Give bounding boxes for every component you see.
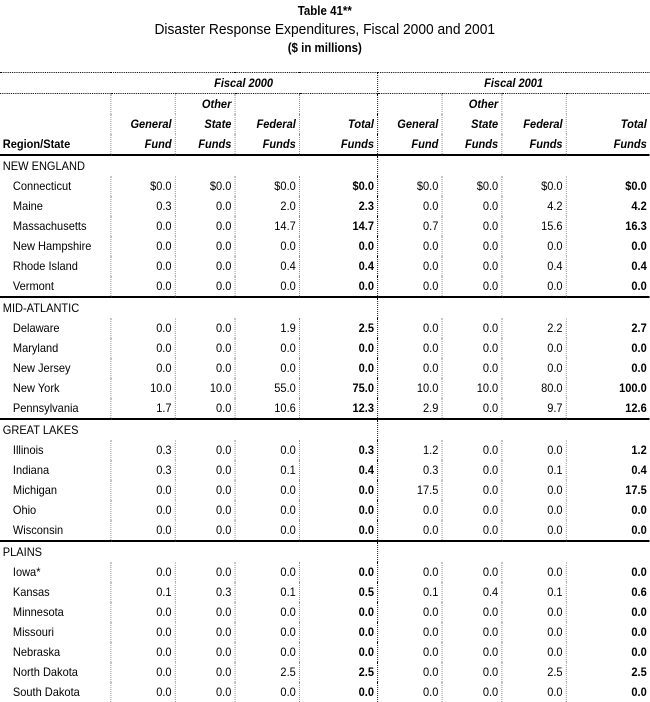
total-cell: 0.0 <box>566 500 650 520</box>
total-cell: 0.0 <box>299 682 377 702</box>
value-cell: 0.0 <box>110 562 174 582</box>
value-cell: 0.0 <box>501 520 565 541</box>
value-cell: $0.0 <box>235 176 299 196</box>
value-cell: 0.3 <box>110 440 174 460</box>
value-cell: 0.0 <box>175 622 235 642</box>
value-cell: 0.0 <box>423 625 439 639</box>
total-cell: 2.5 <box>566 662 650 682</box>
value-cell: 80.0 <box>501 378 565 398</box>
total-cell: 0.0 <box>566 622 650 642</box>
value-cell: $0.0 <box>175 176 235 196</box>
value-cell: 0.0 <box>235 622 299 642</box>
value-cell: 0.0 <box>501 562 565 582</box>
total-cell: 0.0 <box>299 562 377 582</box>
total-cell: 2.3 <box>299 196 377 216</box>
value-cell: 0.0 <box>175 338 235 358</box>
value-cell: 0.1 <box>235 582 299 602</box>
value-cell: 0.0 <box>175 276 235 297</box>
value-cell: 0.0 <box>110 622 174 642</box>
table-row <box>0 236 650 256</box>
total-cell: 0.6 <box>566 582 650 602</box>
value-cell: 0.0 <box>110 500 174 520</box>
value-cell: 0.0 <box>235 480 299 500</box>
total-cell: 0.0 <box>299 358 377 378</box>
value-cell: $0.0 <box>110 176 174 196</box>
state-name: Illinois <box>12 443 44 457</box>
value-cell: 0.0 <box>501 642 565 662</box>
total-cell: 0.0 <box>299 622 377 642</box>
value-cell: 0.0 <box>501 500 565 520</box>
value-cell: 15.6 <box>501 216 565 236</box>
total-cell: 0.4 <box>566 460 650 480</box>
value-cell: 14.7 <box>235 216 299 236</box>
value-cell: 0.0 <box>235 500 299 520</box>
total-cell: 0.0 <box>566 338 650 358</box>
state-name: Minnesota <box>12 605 64 619</box>
table-row <box>0 662 650 682</box>
value-cell: 0.1 <box>501 460 565 480</box>
value-cell: 2.9 <box>423 401 439 415</box>
total-cell: 0.0 <box>299 276 377 297</box>
value-cell: 0.0 <box>235 276 299 297</box>
table-row <box>0 276 650 297</box>
state-name: Maine <box>12 199 43 213</box>
value-cell: 0.4 <box>442 582 502 602</box>
table-row <box>0 318 650 338</box>
value-cell: 0.1 <box>423 585 439 599</box>
value-cell: 0.0 <box>442 216 502 236</box>
table-row <box>0 216 650 236</box>
total-cell: 0.0 <box>566 642 650 662</box>
value-cell: 0.0 <box>235 236 299 256</box>
total-cell: 0.0 <box>566 682 650 702</box>
value-cell: 0.0 <box>423 605 439 619</box>
value-cell: 0.0 <box>501 602 565 622</box>
value-cell: 0.0 <box>175 662 235 682</box>
value-cell: 0.0 <box>501 236 565 256</box>
header-row-3 <box>0 134 650 155</box>
value-cell: 0.0 <box>235 642 299 662</box>
value-cell: $0.0 <box>501 176 565 196</box>
total-cell: 14.7 <box>299 216 377 236</box>
value-cell: 0.0 <box>175 256 235 276</box>
value-cell: 0.0 <box>175 318 235 338</box>
table-units: ($ in millions) <box>287 41 362 55</box>
table-row <box>0 520 650 541</box>
value-cell: 0.4 <box>235 256 299 276</box>
general-header-2: Fund <box>110 134 174 155</box>
value-cell: 0.0 <box>423 685 439 699</box>
value-cell: 0.0 <box>501 480 565 500</box>
value-cell: 0.0 <box>442 276 502 297</box>
value-cell: 0.0 <box>175 562 235 582</box>
value-cell: 0.0 <box>110 602 174 622</box>
value-cell: 0.0 <box>175 642 235 662</box>
region-row <box>0 155 650 176</box>
federal-header-2b: Funds <box>501 134 565 155</box>
total-header-2: Funds <box>299 134 377 155</box>
value-cell: 10.0 <box>175 378 235 398</box>
value-cell: 0.0 <box>235 520 299 541</box>
table-row <box>0 480 650 500</box>
table-row <box>0 440 650 460</box>
value-cell: 1.2 <box>423 443 439 457</box>
federal-header-1: Federal <box>235 114 299 134</box>
value-cell: 0.0 <box>423 321 439 335</box>
total-cell: 0.0 <box>299 480 377 500</box>
total-cell: 0.0 <box>299 500 377 520</box>
value-cell: 0.0 <box>501 622 565 642</box>
value-cell: 10.0 <box>416 381 439 395</box>
value-cell: 0.0 <box>110 256 174 276</box>
value-cell: 1.7 <box>110 398 174 419</box>
value-cell: 0.0 <box>110 236 174 256</box>
table-row <box>0 378 650 398</box>
total-cell: 75.0 <box>299 378 377 398</box>
table-row <box>0 176 650 196</box>
header-row-2 <box>0 114 650 134</box>
value-cell: 0.0 <box>110 338 174 358</box>
total-cell: 1.2 <box>566 440 650 460</box>
region-row <box>0 297 650 318</box>
value-cell: 0.0 <box>442 236 502 256</box>
value-cell: 2.5 <box>501 662 565 682</box>
region-label: GREAT LAKES <box>0 419 110 440</box>
value-cell: 0.0 <box>235 440 299 460</box>
value-cell: 0.7 <box>423 219 439 233</box>
expenditures-table <box>0 72 650 702</box>
state-name: Iowa* <box>12 565 41 579</box>
fiscal-2001-header: Fiscal 2001 <box>377 73 649 94</box>
value-cell: 0.1 <box>235 460 299 480</box>
value-cell: 0.3 <box>423 463 439 477</box>
table-row <box>0 398 650 419</box>
value-cell: 0.0 <box>235 358 299 378</box>
value-cell: 0.0 <box>442 338 502 358</box>
value-cell: 0.0 <box>175 500 235 520</box>
value-cell: 0.0 <box>110 358 174 378</box>
total-cell: 100.0 <box>566 378 650 398</box>
value-cell: 0.0 <box>235 562 299 582</box>
value-cell: 0.0 <box>175 440 235 460</box>
total-cell: 12.6 <box>566 398 650 419</box>
value-cell: $0.0 <box>442 176 502 196</box>
total-cell: 16.3 <box>566 216 650 236</box>
value-cell: 0.0 <box>423 503 439 517</box>
value-cell: 0.0 <box>442 682 502 702</box>
value-cell: 0.0 <box>501 682 565 702</box>
state-name: Indiana <box>12 463 50 477</box>
value-cell: 0.0 <box>110 276 174 297</box>
value-cell: 0.0 <box>501 358 565 378</box>
other-header-2b: State <box>442 114 502 134</box>
value-cell: 0.0 <box>442 318 502 338</box>
state-name: New Hampshire <box>12 239 92 253</box>
value-cell: 0.0 <box>175 398 235 419</box>
total-cell: 0.0 <box>566 358 650 378</box>
state-name: New Jersey <box>12 361 71 375</box>
value-cell: 0.0 <box>423 341 439 355</box>
table-row <box>0 642 650 662</box>
value-cell: 0.0 <box>423 665 439 679</box>
value-cell: 1.9 <box>235 318 299 338</box>
value-cell: 0.0 <box>423 279 439 293</box>
state-name: Connecticut <box>12 179 72 193</box>
total-cell: 0.3 <box>299 440 377 460</box>
other-header-1b: Other <box>442 94 502 115</box>
state-name: Massachusetts <box>12 219 87 233</box>
other-header-3b: Funds <box>442 134 502 155</box>
value-cell: 4.2 <box>501 196 565 216</box>
table-row <box>0 682 650 702</box>
region-row <box>0 419 650 440</box>
region-label: MID-ATLANTIC <box>0 297 110 318</box>
value-cell: 0.0 <box>423 239 439 253</box>
value-cell: 0.1 <box>501 582 565 602</box>
table-row <box>0 196 650 216</box>
value-cell: 0.0 <box>423 361 439 375</box>
table-row <box>0 562 650 582</box>
total-cell: 2.5 <box>299 318 377 338</box>
value-cell: 0.0 <box>175 460 235 480</box>
total-cell: 0.5 <box>299 582 377 602</box>
state-name: South Dakota <box>12 685 80 699</box>
value-cell: 0.0 <box>442 602 502 622</box>
total-cell: 0.0 <box>299 520 377 541</box>
state-name: Pennsylvania <box>12 401 79 415</box>
total-cell: 2.5 <box>299 662 377 682</box>
table-row <box>0 582 650 602</box>
value-cell: 0.0 <box>442 562 502 582</box>
total-cell: 0.0 <box>566 236 650 256</box>
value-cell: 0.0 <box>423 199 439 213</box>
total-header-2b: Funds <box>566 134 650 155</box>
value-cell: 0.0 <box>442 520 502 541</box>
value-cell: 55.0 <box>235 378 299 398</box>
title-block <box>0 0 650 58</box>
value-cell: 10.0 <box>442 378 502 398</box>
header-row-1 <box>0 94 650 115</box>
state-name: Ohio <box>12 503 37 517</box>
value-cell: 0.0 <box>442 480 502 500</box>
value-cell: 10.0 <box>110 378 174 398</box>
table-row <box>0 460 650 480</box>
value-cell: 10.6 <box>235 398 299 419</box>
total-cell: 2.7 <box>566 318 650 338</box>
table-row <box>0 358 650 378</box>
table-title: Disaster Response Expenditures, Fiscal 2000 and 2001 <box>154 21 496 38</box>
total-cell: 0.4 <box>566 256 650 276</box>
value-cell: 0.0 <box>110 216 174 236</box>
state-name: North Dakota <box>12 665 78 679</box>
value-cell: 0.0 <box>442 460 502 480</box>
value-cell: 0.0 <box>423 259 439 273</box>
table-row <box>0 256 650 276</box>
value-cell: 0.0 <box>442 500 502 520</box>
total-cell: $0.0 <box>299 176 377 196</box>
value-cell: 0.0 <box>110 682 174 702</box>
state-name: Vermont <box>12 279 55 293</box>
total-cell: 4.2 <box>566 196 650 216</box>
value-cell: 17.5 <box>416 483 439 497</box>
value-cell: 0.0 <box>423 523 439 537</box>
total-cell: 12.3 <box>299 398 377 419</box>
value-cell: 0.0 <box>175 216 235 236</box>
value-cell: 0.0 <box>501 338 565 358</box>
value-cell: 0.0 <box>235 602 299 622</box>
fiscal-2000-header: Fiscal 2000 <box>110 73 377 94</box>
value-cell: 9.7 <box>501 398 565 419</box>
table-row <box>0 338 650 358</box>
other-header-1: Other <box>175 94 235 115</box>
value-cell: 0.4 <box>501 256 565 276</box>
state-name: Maryland <box>12 341 59 355</box>
value-cell: 0.0 <box>501 440 565 460</box>
value-cell: 0.3 <box>110 460 174 480</box>
state-name: Nebraska <box>12 645 61 659</box>
value-cell: 0.0 <box>110 642 174 662</box>
table-row <box>0 622 650 642</box>
value-cell: $0.0 <box>416 179 439 193</box>
value-cell: 0.0 <box>110 662 174 682</box>
state-name: Michigan <box>12 483 58 497</box>
value-cell: 0.0 <box>442 256 502 276</box>
fiscal-year-row <box>0 73 650 94</box>
total-header-1b: Total <box>566 114 650 134</box>
table-number: Table 41** <box>297 4 352 18</box>
value-cell: 0.0 <box>110 318 174 338</box>
general-header-1: General <box>110 114 174 134</box>
state-name: Delaware <box>12 321 60 335</box>
table-row <box>0 602 650 622</box>
value-cell: 0.0 <box>175 358 235 378</box>
value-cell: 0.0 <box>442 622 502 642</box>
total-cell: 0.0 <box>299 236 377 256</box>
state-name: Kansas <box>12 585 50 599</box>
total-cell: 0.0 <box>566 562 650 582</box>
region-row <box>0 541 650 562</box>
region-label: PLAINS <box>0 541 110 562</box>
value-cell: 0.0 <box>442 440 502 460</box>
value-cell: 0.3 <box>110 196 174 216</box>
value-cell: 0.0 <box>442 642 502 662</box>
value-cell: 0.0 <box>423 645 439 659</box>
total-cell: 0.0 <box>299 642 377 662</box>
other-header-3: Funds <box>175 134 235 155</box>
state-name: New York <box>12 381 60 395</box>
general-header-1b: General <box>397 117 439 131</box>
general-header-2b: Fund <box>377 134 441 155</box>
value-cell: 2.2 <box>501 318 565 338</box>
state-name: Missouri <box>12 625 54 639</box>
value-cell: 0.0 <box>110 480 174 500</box>
federal-header-2: Funds <box>235 134 299 155</box>
total-cell: 0.0 <box>299 338 377 358</box>
value-cell: 0.0 <box>235 338 299 358</box>
value-cell: 0.0 <box>175 480 235 500</box>
total-cell: 0.4 <box>299 460 377 480</box>
value-cell: 0.3 <box>175 582 235 602</box>
value-cell: 0.0 <box>110 520 174 541</box>
value-cell: 0.0 <box>175 196 235 216</box>
value-cell: 0.0 <box>442 196 502 216</box>
value-cell: 0.0 <box>175 236 235 256</box>
value-cell: 0.1 <box>110 582 174 602</box>
value-cell: 0.0 <box>175 682 235 702</box>
total-cell: $0.0 <box>566 176 650 196</box>
other-header-2: State <box>175 114 235 134</box>
table-body <box>0 155 650 702</box>
value-cell: 0.0 <box>175 602 235 622</box>
value-cell: 0.0 <box>442 398 502 419</box>
total-cell: 0.4 <box>299 256 377 276</box>
total-cell: 0.0 <box>299 602 377 622</box>
value-cell: 0.0 <box>423 565 439 579</box>
state-name: Rhode Island <box>12 259 78 273</box>
value-cell: 2.0 <box>235 196 299 216</box>
region-label: NEW ENGLAND <box>0 155 110 176</box>
value-cell: 0.0 <box>442 358 502 378</box>
value-cell: 2.5 <box>235 662 299 682</box>
state-name: Wisconsin <box>12 523 64 537</box>
total-cell: 0.0 <box>566 276 650 297</box>
federal-header-1b: Federal <box>501 114 565 134</box>
value-cell: 0.0 <box>175 520 235 541</box>
total-cell: 0.0 <box>566 602 650 622</box>
total-cell: 17.5 <box>566 480 650 500</box>
total-header-1: Total <box>299 114 377 134</box>
value-cell: 0.0 <box>501 276 565 297</box>
value-cell: 0.0 <box>235 682 299 702</box>
value-cell: 0.0 <box>442 662 502 682</box>
total-cell: 0.0 <box>566 520 650 541</box>
table-row <box>0 500 650 520</box>
region-state-header: Region/State <box>0 134 110 155</box>
